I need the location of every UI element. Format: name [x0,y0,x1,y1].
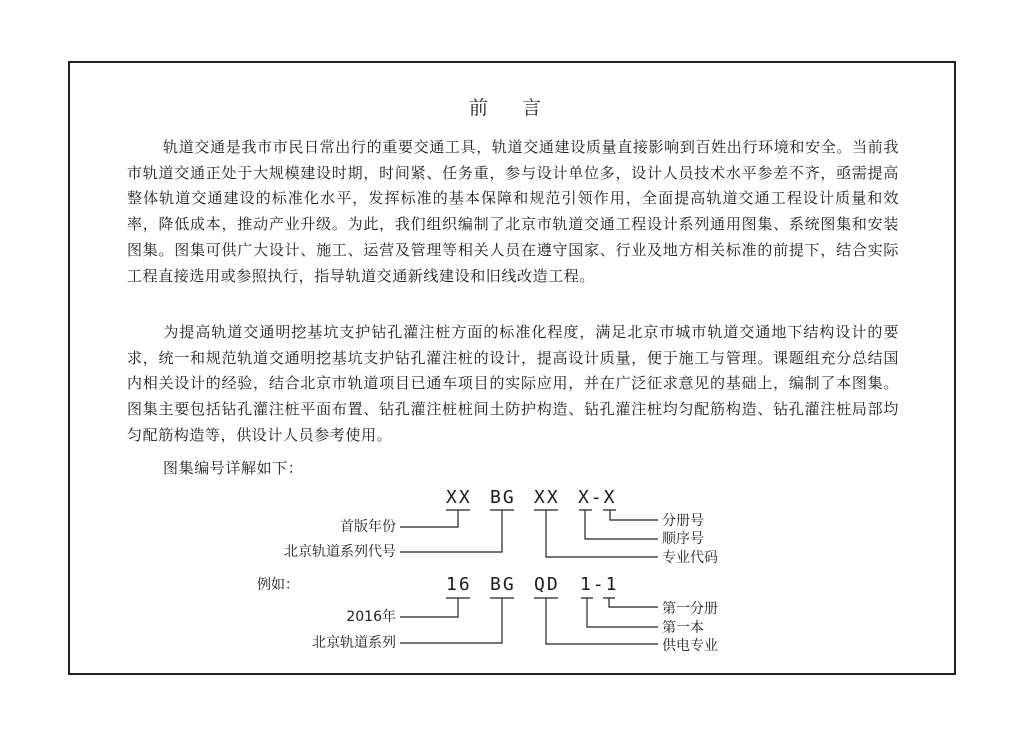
example-label-book: 第一本 [662,620,704,636]
example-label-year: 2016年 [346,609,396,625]
example-connector-series [400,598,514,643]
example-label: 例如： [257,577,299,593]
example-connector-discipline [534,598,658,644]
preface-paragraph-2-text: 为提高轨道交通明挖基坑支护钻孔灌注桩方面的标准化程度，满足北京市城市轨道交通地下结构设计的要求，统一和规范轨道交通明挖基坑支护钻孔灌注桩的设计，提高设计质量，便于施工与管理。课题组充分总结国内相关设计的经验，结合北京市轨道项目已通车项目的实际应用，并在广泛征求意见的基础上，编制了本图集。图集主要包括钻孔灌注桩平面布置、钻孔灌注桩桩间土防护构造、钻孔灌注桩均匀配筋构造、钻孔灌注桩局部均匀配筋构造等，供设计人员参考使用。 [127,323,899,444]
code-part-year: XX [446,487,472,508]
example-label-discipline: 供电专业 [662,638,718,654]
label-sequence-number: 顺序号 [662,531,704,547]
example-code-year: 16 [446,574,472,595]
label-series-code: 北京轨道系列代号 [284,544,396,560]
connector-sequence [579,510,658,539]
example-label-series: 北京轨道系列 [312,635,396,651]
example-label-volume: 第一分册 [662,601,718,617]
example-code-series: BG [490,574,516,595]
code-part-discipline: XX [534,487,560,508]
connector-series [400,510,514,552]
label-discipline-code: 专业代码 [662,550,718,566]
example-connector-year [400,598,470,617]
label-first-edition-year: 首版年份 [340,519,396,535]
connector-discipline [534,510,658,557]
example-code-sequence: 1-1 [580,574,619,595]
example-connector-volume [603,598,658,607]
code-part-sequence: X-X [578,487,617,508]
label-volume-number: 分册号 [662,513,704,529]
example-connector-book [581,598,658,627]
connector-volume [603,510,658,520]
code-part-series: BG [490,487,516,508]
example-code-discipline: QD [534,574,560,595]
connector-year [400,510,470,527]
numbering-intro: 图集编号详解如下： [163,459,304,477]
page-title: 前 言 [468,97,556,119]
preface-paragraph-1-text: 轨道交通是我市市民日常出行的重要交通工具，轨道交通建设质量直接影响到百姓出行环境和安全。当前我市轨道交通正处于大规模建设时期，时间紧、任务重，参与设计单位多，设计人员技术水平参差不齐，亟需提高整体轨道交通建设的标准化水平，发挥标准的基本保障和规范引领作用，全面提高轨道交通工程设计质量和效率，降低成本，推动产业升级。为此，我们组织编制了北京市轨道交通工程设计系列通用图集、系统图集和安装图集。图集可供广大设计、施工、运营及管理等相关人员在遵守国家、行业及地方相关标准的前提下，结合实际工程直接选用或参照执行，指导轨道交通新线建设和旧线改造工程。 [127,138,899,285]
